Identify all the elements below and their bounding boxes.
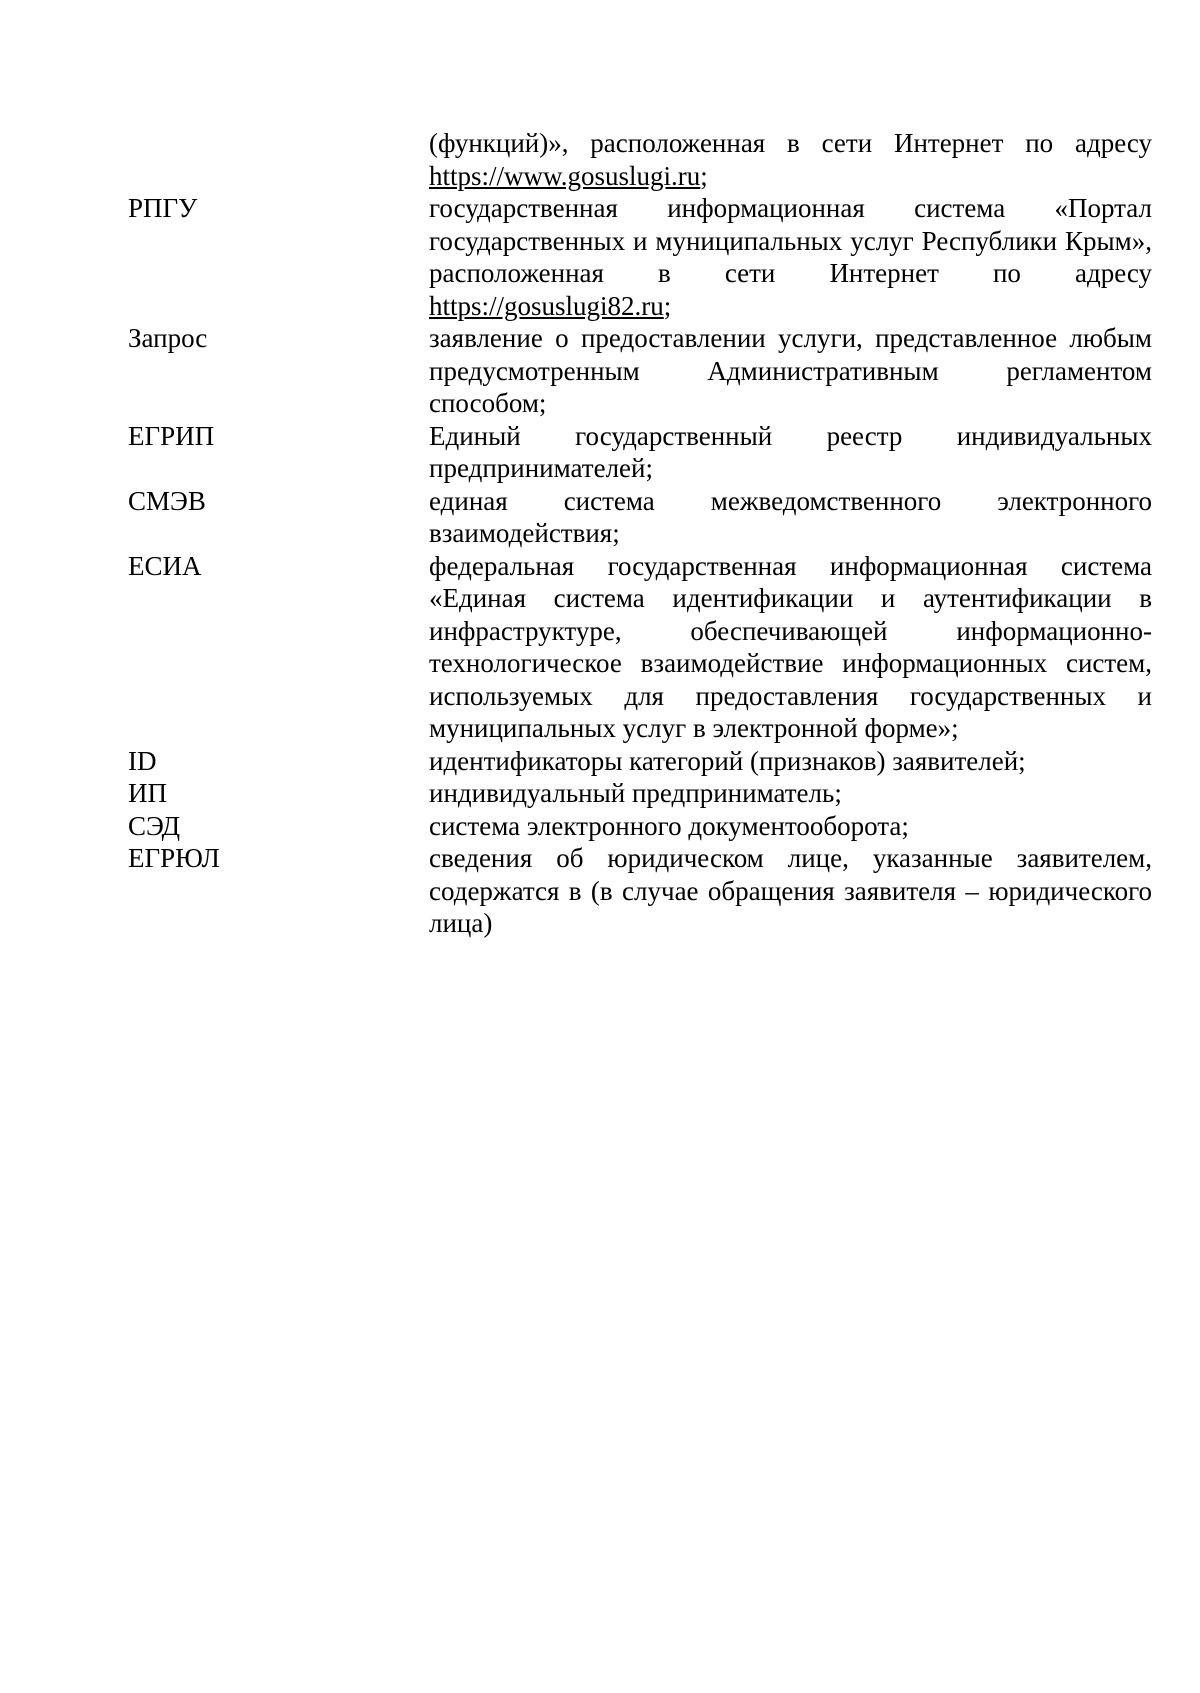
definition-text: государственная информационная система «Портал государственных и муниципальных услуг Республики Крым», расположенная в сети Интернет по адресу <box>429 193 1152 288</box>
glossary-definition: сведения об юридическом лице, указанные заявителем, содержатся в (в случае обращения заявителя – юридического лица) <box>429 843 1152 938</box>
glossary-term: СЭД <box>128 810 180 841</box>
glossary-definition <box>429 192 1152 322</box>
gosuslugi-link[interactable]: https://www.gosuslugi.ru <box>429 160 701 191</box>
glossary-definition: федеральная государственная информационная система «Единая система идентификации и аутентификации в инфраструктуре, обеспечивающей информационно-технологическое взаимодействие информационных систем, используемых для предоставления государственных и муниципальных услуг в электронной форме»; <box>429 550 1152 743</box>
glossary-definition: индивидуальный предприниматель; <box>429 778 842 808</box>
glossary-definition: Единый государственный реестр индивидуальных предпринимателей; <box>429 420 1152 483</box>
glossary-row <box>128 127 1152 192</box>
glossary-definition: единая система межведомственного электронного взаимодействия; <box>429 485 1152 548</box>
glossary-term: ИП <box>128 778 167 808</box>
glossary-term: ЕГРЮЛ <box>128 843 220 873</box>
definition-suffix: ; <box>663 290 672 321</box>
glossary-row <box>128 842 1152 940</box>
glossary-row <box>128 810 1152 843</box>
glossary-term: Запрос <box>128 323 208 353</box>
definition-suffix: ; <box>700 160 708 191</box>
definition-text: (функций)», расположенная в сети Интернет по адресу <box>429 128 1152 158</box>
glossary-definition <box>429 127 1152 192</box>
glossary-definition: система электронного документооборота; <box>429 810 909 841</box>
glossary-row <box>128 745 1152 778</box>
glossary-row <box>128 485 1152 550</box>
glossary-row <box>128 322 1152 420</box>
glossary-row <box>128 192 1152 322</box>
glossary-term: РПГУ <box>128 193 198 223</box>
glossary-term: ЕСИА <box>128 550 202 581</box>
glossary-definition: идентификаторы категорий (признаков) заявителей; <box>429 745 1026 776</box>
glossary-term: СМЭВ <box>128 485 206 516</box>
gosuslugi82-link[interactable]: https://gosuslugi82.ru <box>429 290 664 321</box>
glossary-term: ID <box>128 745 157 776</box>
glossary-row <box>128 550 1152 745</box>
abbreviations-list <box>128 127 1152 940</box>
glossary-term: ЕГРИП <box>128 420 215 451</box>
glossary-definition: заявление о предоставлении услуги, представленное любым предусмотренным Административным регламентом способом; <box>429 323 1152 418</box>
glossary-row <box>128 420 1152 485</box>
glossary-row <box>128 777 1152 810</box>
